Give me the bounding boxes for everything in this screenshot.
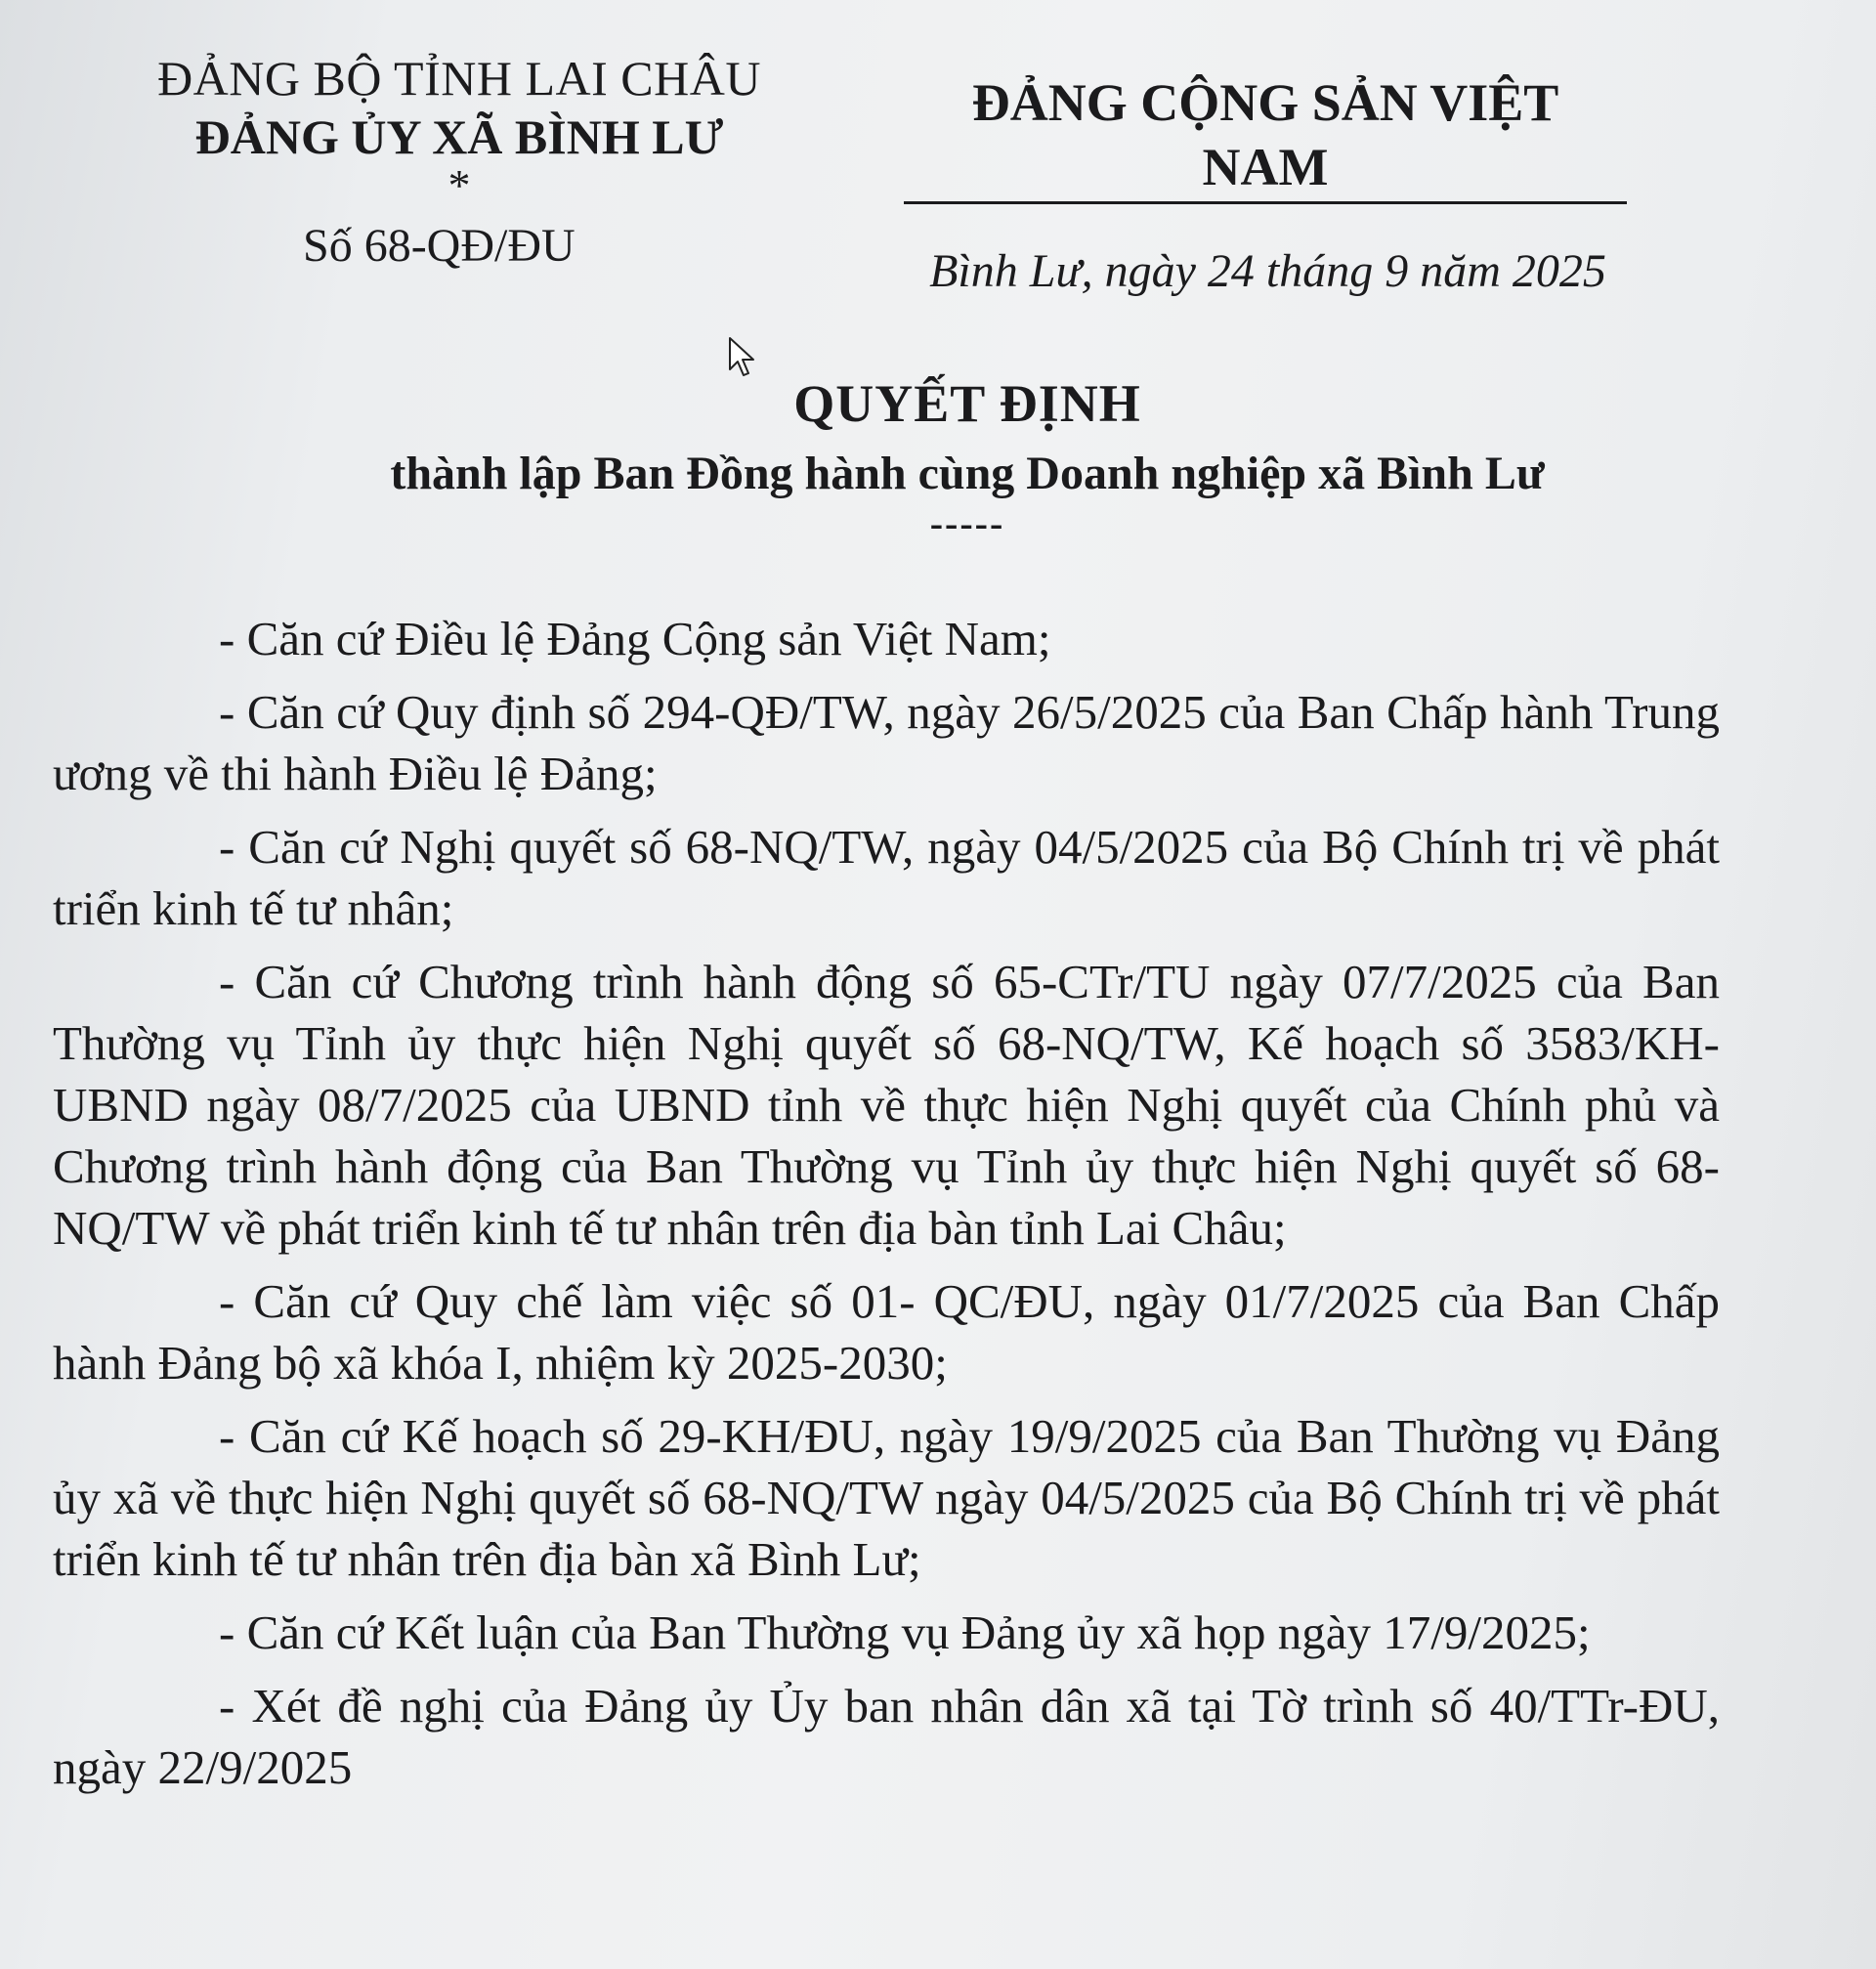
party-header: [904, 70, 1627, 204]
party-name: ĐẢNG CỘNG SẢN VIỆT NAM: [904, 70, 1627, 204]
paragraph-plan-29: - Căn cứ Kế hoạch số 29-KH/ĐU, ngày 19/9/2025 của Ban Thường vụ Đảng ủy xã về thực hiện Nghị quyết số 68-NQ/TW ngày 04/5/2025 của Bộ Chính trị về phát triển kinh tế tư nhân trên địa bàn xã Bình Lư;: [53, 1409, 1720, 1586]
paragraph-proposal-40: - Xét đề nghị của Đảng ủy Ủy ban nhân dân xã tại Tờ trình số 40/TTr-ĐU, ngày 22/9/2025: [53, 1679, 1720, 1794]
paragraph-conclusion: - Căn cứ Kết luận của Ban Thường vụ Đảng ủy xã họp ngày 17/9/2025;: [219, 1605, 1591, 1659]
paragraph-working-rules-01: - Căn cứ Quy chế làm việc số 01- QC/ĐU, ngày 01/7/2025 của Ban Chấp hành Đảng bộ xã khóa I, nhiệm kỳ 2025-2030;: [53, 1274, 1720, 1390]
document-body: [53, 608, 1720, 1810]
document-subtitle: thành lập Ban Đồng hành cùng Doanh nghiệp xã Bình Lư: [390, 448, 1545, 499]
organization-name: ĐẢNG ỦY XÃ BÌNH LƯ: [194, 109, 724, 164]
paragraph-action-program-65: - Căn cứ Chương trình hành động số 65-CTr/TU ngày 07/7/2025 của Ban Thường vụ Tỉnh ủy thực hiện Nghị quyết số 68-NQ/TW, Kế hoạch số 3583/KH-UBND ngày 08/7/2025 của UBND tỉnh về thực hiện Nghị quyết của Chính phủ và Chương trình hành động của Ban Thường vụ Tỉnh ủy thực hiện Nghị quyết số 68-NQ/TW về phát triển kinh tế tư nhân trên địa bàn tỉnh Lai Châu;: [53, 955, 1720, 1255]
place-date: Bình Lư, ngày 24 tháng 9 năm 2025: [929, 245, 1606, 297]
title-separator: -----: [929, 501, 1005, 545]
issuing-organization: [127, 49, 791, 210]
paragraph-party-charter: - Căn cứ Điều lệ Đảng Cộng sản Việt Nam;: [219, 612, 1051, 665]
title-block: [117, 371, 1817, 543]
document-number: Số 68-QĐ/ĐU: [303, 220, 576, 272]
paragraph-regulation-294: - Căn cứ Quy định số 294-QĐ/TW, ngày 26/5/2025 của Ban Chấp hành Trung ương về thi hành Điều lệ Đảng;: [53, 685, 1720, 800]
parent-organization: ĐẢNG BỘ TỈNH LAI CHÂU: [157, 51, 761, 106]
paragraph-resolution-68: - Căn cứ Nghị quyết số 68-NQ/TW, ngày 04/5/2025 của Bộ Chính trị về phát triển kinh tế tư nhân;: [53, 820, 1720, 935]
document-title: QUYẾT ĐỊNH: [793, 374, 1141, 433]
star-mark: *: [448, 160, 471, 210]
